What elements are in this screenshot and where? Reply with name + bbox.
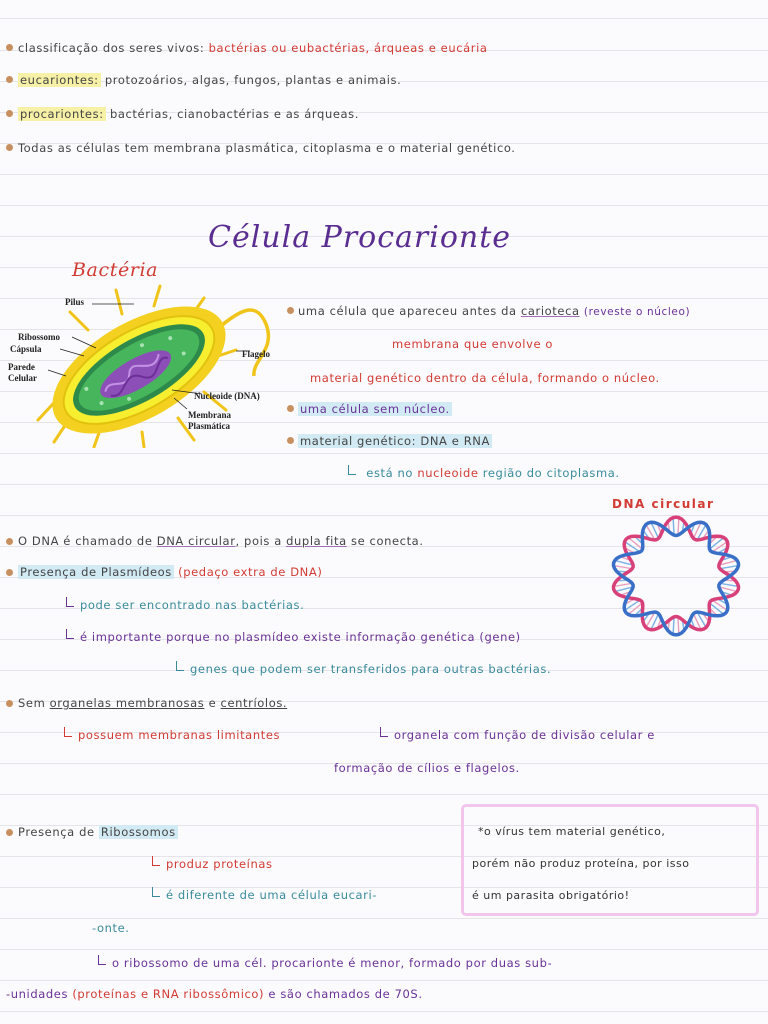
ribosomes-sub-2b: -onte. <box>92 921 130 935</box>
nucleoide-word: nucleoide <box>417 466 479 480</box>
dna-base-pair <box>673 518 674 535</box>
bullet-dot <box>6 44 13 51</box>
page-title: Célula Procarionte <box>208 220 512 255</box>
plasmids-sub-1: pode ser encontrado nas bactérias. <box>66 597 304 612</box>
label-capsula: Cápsula <box>10 344 42 354</box>
plasmids-heading: Presença de Plasmídeos (pedaço extra de DNA) <box>20 565 323 579</box>
ribosomes-sub-3: o ribossomo de uma cél. procarionte é menor, formado por duas sub- <box>98 955 552 970</box>
classification-label: classificação dos seres vivos: <box>18 41 205 55</box>
bullet-dot <box>6 110 13 117</box>
arrow-icon <box>176 661 184 671</box>
dna-base-pair <box>628 538 642 550</box>
organelles-sentence: Sem organelas membranosas e centríolos. <box>18 696 288 710</box>
classification-value: bactérias ou eubactérias, árqueas e eucária <box>208 41 488 55</box>
ribosomes-sub-1: produz proteínas <box>152 856 273 871</box>
plasmids-note: (pedaço extra de DNA) <box>178 565 323 579</box>
bacteria-heading: Bactéria <box>72 259 159 281</box>
plasmids-sub-2: é importante porque no plasmídeo existe informação genética (gene) <box>66 629 521 644</box>
label-parede: Parede <box>8 362 35 372</box>
ribosomes-sub-2: é diferente de uma célula eucari- <box>152 887 377 902</box>
dna-circular-label: DNA circular <box>612 497 715 511</box>
bullet-dot <box>6 144 13 151</box>
dna-circular-illustration <box>606 512 746 642</box>
virus-note-line-3: é um parasita obrigatório! <box>472 889 630 902</box>
intro-classification <box>18 41 488 55</box>
arrow-icon <box>66 597 74 607</box>
cell-definition-4: uma célula sem núcleo. <box>300 402 450 416</box>
bullet-dot <box>6 829 13 836</box>
bullet-dot <box>287 307 294 314</box>
intro-procariontes <box>18 107 359 121</box>
label-pilus: Pilus <box>65 297 85 307</box>
organelles-sub-2: organela com função de divisão celular e <box>380 727 655 742</box>
virus-note-line-1: *o vírus tem material genético, <box>478 825 666 838</box>
dna-sentence: O DNA é chamado de DNA circular, pois a dupla fita se conecta. <box>18 534 424 548</box>
ribosomes-heading: Presença de Ribossomos <box>18 825 176 839</box>
arrow-icon <box>66 629 74 639</box>
cell-definition-1: uma célula que apareceu antes da carioteca (reveste o núcleo) <box>298 304 691 318</box>
arrow-icon <box>98 955 106 965</box>
arrow-icon <box>152 887 160 897</box>
dna-base-pair <box>710 538 724 550</box>
dna-base-pair <box>678 617 679 634</box>
genetic-material-location: está no nucleoide região do citoplasma. <box>348 465 620 480</box>
eucariontes-value: protozoários, algas, fungos, plantas e animais. <box>104 73 402 87</box>
bullet-dot <box>6 700 13 707</box>
procariontes-value: bactérias, cianobactérias e as árqueas. <box>109 107 359 121</box>
virus-note-line-2: porém não produz proteína, por isso <box>472 857 690 870</box>
organelles-sub-1: possuem membranas limitantes <box>64 727 280 742</box>
bullet-dot <box>287 405 294 412</box>
label-plasmatica: Plasmática <box>188 421 230 431</box>
bacteria-illustration <box>4 280 280 448</box>
intro-eucariontes <box>18 73 401 87</box>
bullet-dot <box>6 569 13 576</box>
label-nucleoide: Nucleoide (DNA) <box>194 391 260 401</box>
label-celular: Celular <box>8 373 37 383</box>
eucariontes-label: eucariontes: <box>20 73 99 87</box>
ribosomes-sub-4: -unidades (proteínas e RNA ribossômico) e são chamados de 70S. <box>6 987 423 1001</box>
organelles-sub-3: formação de cílios e flagelos. <box>334 761 520 775</box>
arrow-icon <box>152 856 160 866</box>
dna-base-pair <box>678 518 679 535</box>
bullet-dot <box>287 437 294 444</box>
plasmids-sub-3: genes que podem ser transferidos para outras bactérias. <box>176 661 551 676</box>
arrow-icon <box>380 727 388 737</box>
cell-definition-3: material genético dentro da célula, formando o núcleo. <box>310 371 660 385</box>
bullet-dot <box>6 76 13 83</box>
dna-base-pair <box>628 603 642 615</box>
arrow-icon <box>348 465 356 475</box>
intro-all-cells: Todas as células tem membrana plasmática, citoplasma e o material genético. <box>18 141 516 155</box>
bullet-dot <box>6 538 13 545</box>
cariotheca-note: (reveste o núcleo) <box>583 306 691 318</box>
dna-base-pair <box>673 617 674 634</box>
arrow-icon <box>64 727 72 737</box>
cell-definition-2: membrana que envolve o <box>392 337 554 351</box>
genetic-material: material genético: DNA e RNA <box>300 434 490 448</box>
dna-base-pair <box>710 603 724 615</box>
label-flagelo: Flagelo <box>242 349 270 359</box>
cariotheca-word: carioteca <box>520 304 580 318</box>
label-ribossomo: Ribossomo <box>18 332 61 342</box>
procariontes-label: procariontes: <box>20 107 104 121</box>
label-membrana: Membrana <box>188 410 231 420</box>
